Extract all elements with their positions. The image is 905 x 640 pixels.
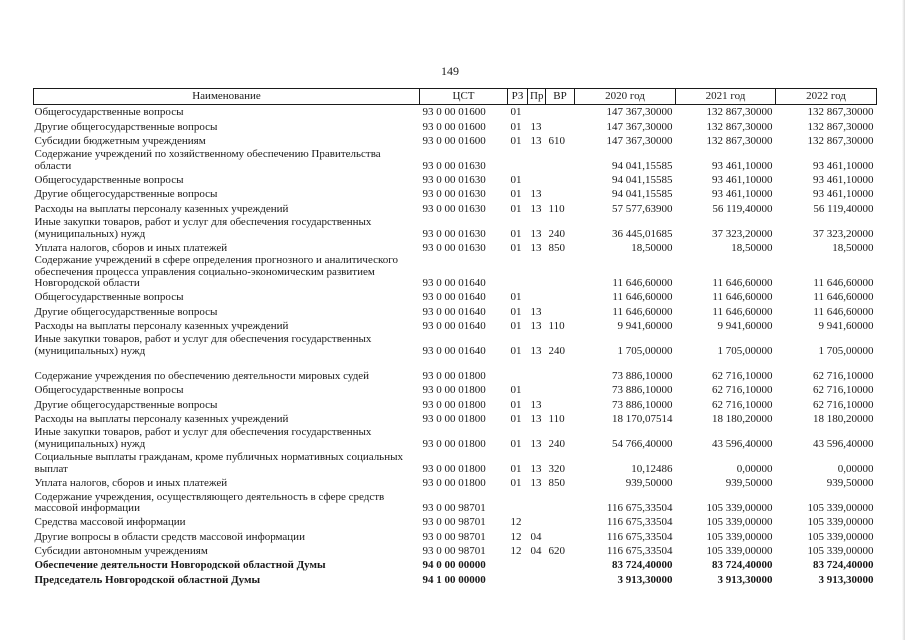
row-2022: 105 339,00000 [807,530,874,543]
row-cst: 93 0 00 01640 [422,291,486,304]
row-2020: 73 886,10000 [612,398,673,411]
row-name: Субсидии автономным учреждениям [34,545,208,558]
table-row [34,255,877,290]
row-2022: 93 461,10000 [813,174,874,187]
row-cst: 93 0 00 01800 [422,369,486,382]
table-row [34,411,877,425]
row-2020: 1 705,00000 [617,344,673,357]
row-cst: 93 0 00 01640 [422,319,486,332]
row-name: Общегосударственные вопросы [34,106,184,119]
row-rz: 01 [510,398,522,411]
row-pr: 04 [530,530,542,543]
row-rz: 01 [510,344,522,357]
row-rz: 01 [510,291,522,304]
row-vr [546,397,575,411]
table-row [34,450,877,475]
row-2022: 0,00000 [837,462,874,475]
table-row [34,172,877,186]
row-name: Уплата налогов, сборов и иных платежей [34,477,228,490]
row-vr [546,105,575,119]
row-2020: 11 646,60000 [612,291,673,304]
row-rz: 01 [510,227,522,240]
row-name: Другие общегосударственные вопросы [34,120,218,133]
row-vr: 620 [548,545,565,558]
row-vr: 610 [548,134,565,147]
header-cst: ЦСТ [420,89,508,105]
row-cst: 93 0 00 01800 [422,477,486,490]
row-pr: 04 [530,545,542,558]
row-2022: 105 339,00000 [807,516,874,529]
row-2020: 147 367,30000 [606,120,673,133]
row-2022: 83 724,40000 [813,559,874,572]
row-cst: 93 0 00 98701 [422,530,486,543]
table-row-bold [34,572,877,586]
row-2020: 73 886,10000 [612,384,673,397]
row-vr: 320 [548,462,565,475]
row-2020: 54 766,40000 [612,437,673,450]
row-2021: 105 339,00000 [706,545,773,558]
row-pr: 13 [530,134,542,147]
row-pr [528,558,546,572]
row-vr [546,529,575,543]
row-2022: 105 339,00000 [807,545,874,558]
table-row-bold [34,558,877,572]
row-2020: 116 675,33504 [606,545,673,558]
row-2020: 9 941,60000 [617,319,673,332]
row-name: Субсидии бюджетным учреждениям [34,134,206,147]
row-name: Содержание учреждения, осуществляющего деятельность в сфере средств массовой информации [34,490,385,515]
row-2021: 83 724,40000 [712,559,773,572]
row-pr: 13 [530,242,542,255]
table-row [34,119,877,133]
row-2022: 132 867,30000 [807,134,874,147]
table-row [34,240,877,254]
row-pr: 13 [530,202,542,215]
row-cst: 93 0 00 01640 [422,305,486,318]
row-vr: 240 [548,227,565,240]
row-pr [528,572,546,586]
row-pr [528,105,546,119]
row-2021: 56 119,40000 [712,202,773,215]
row-vr [546,490,575,515]
table-row [34,147,877,172]
row-rz: 12 [510,545,522,558]
table-row [34,187,877,201]
row-2021: 105 339,00000 [706,530,773,543]
row-rz: 01 [510,462,522,475]
row-2022: 105 339,00000 [807,502,874,515]
row-2022: 62 716,10000 [813,398,874,411]
row-cst: 93 0 00 01600 [422,120,486,133]
row-name: Другие общегосударственные вопросы [34,398,218,411]
row-rz: 01 [510,319,522,332]
row-rz [508,490,528,515]
row-2021: 11 646,60000 [712,305,773,318]
table-row [34,318,877,332]
page-number: 149 [441,64,459,78]
row-rz: 01 [510,174,522,187]
table-row [34,357,877,382]
row-name: Уплата налогов, сборов и иных платежей [34,242,228,255]
row-cst: 93 0 00 01630 [422,174,486,187]
row-pr: 13 [530,398,542,411]
row-vr: 240 [548,437,565,450]
header-rz: РЗ [508,89,528,105]
row-2022: 132 867,30000 [807,106,874,119]
row-rz: 01 [510,384,522,397]
row-2021: 43 596,40000 [712,437,773,450]
row-pr [528,382,546,396]
row-name: Содержание учреждения по обеспечению деятельности мировых судей [34,369,370,382]
row-cst: 93 0 00 01600 [422,106,486,119]
header-vr: ВР [546,89,575,105]
row-vr: 850 [548,242,565,255]
row-2022: 1 705,00000 [818,344,874,357]
row-name: Социальные выплаты гражданам, кроме публичных нормативных социальных выплат [34,451,403,475]
row-vr: 110 [548,412,565,425]
row-vr [546,382,575,396]
row-2021: 62 716,10000 [712,369,773,382]
row-2020: 57 577,63900 [612,202,673,215]
row-2022: 18,50000 [832,242,874,255]
row-vr [546,558,575,572]
row-2021: 132 867,30000 [706,106,773,119]
header-name: Наименование [34,89,420,105]
row-2021: 3 913,30000 [717,573,773,586]
row-pr [528,490,546,515]
row-pr: 13 [530,120,542,133]
row-vr: 850 [548,477,565,490]
row-name: Средства массовой информации [34,516,186,529]
row-cst: 93 0 00 98701 [422,502,486,515]
row-2020: 94 041,15585 [612,188,673,201]
row-name: Иные закупки товаров, работ и услуг для обеспечения государственных (муниципальных) нужд [34,333,372,357]
row-2022: 37 323,20000 [813,227,874,240]
row-pr [528,290,546,304]
row-2021: 1 705,00000 [717,344,773,357]
row-cst: 93 0 00 01640 [422,344,486,357]
row-2021: 62 716,10000 [712,384,773,397]
row-rz: 01 [510,134,522,147]
row-cst: 93 0 00 98701 [422,545,486,558]
row-2020: 18,50000 [631,242,673,255]
row-2021: 105 339,00000 [706,502,773,515]
row-2022: 939,50000 [826,477,874,490]
row-name: Расходы на выплаты персоналу казенных учреждений [34,412,289,425]
row-vr [546,172,575,186]
table-row [34,515,877,529]
table-row [34,105,877,119]
row-2020: 116 675,33504 [606,530,673,543]
row-name: Другие общегосударственные вопросы [34,188,218,201]
row-2021: 11 646,60000 [712,291,773,304]
row-2021: 132 867,30000 [706,134,773,147]
row-2022: 93 461,10000 [813,159,874,172]
row-cst: 93 0 00 01630 [422,227,486,240]
row-vr [546,187,575,201]
row-cst: 93 0 00 01640 [422,277,486,290]
row-2021: 62 716,10000 [712,398,773,411]
row-2022: 11 646,60000 [813,291,874,304]
header-2022: 2022 год [776,89,877,105]
row-rz: 01 [510,412,522,425]
row-cst: 93 0 00 01630 [422,202,486,215]
row-2020: 36 445,01685 [612,227,673,240]
row-name: Расходы на выплаты персоналу казенных учреждений [34,319,289,332]
row-2022: 62 716,10000 [813,369,874,382]
row-pr [528,515,546,529]
row-pr [528,147,546,172]
row-rz [508,572,528,586]
table-row [34,201,877,215]
row-pr [528,357,546,382]
row-2021: 132 867,30000 [706,120,773,133]
row-cst: 93 0 00 01800 [422,384,486,397]
row-2022: 3 913,30000 [818,573,874,586]
row-2020: 94 041,15585 [612,159,673,172]
row-cst: 93 0 00 01600 [422,134,486,147]
table-row [34,332,877,357]
row-name: Содержание учреждений по хозяйственному обеспечению Правительства области [34,148,381,172]
row-2021: 93 461,10000 [712,159,773,172]
row-2020: 94 041,15585 [612,174,673,187]
row-rz [508,558,528,572]
budget-table [33,88,877,586]
row-name: Другие общегосударственные вопросы [34,305,218,318]
table-row [34,215,877,240]
row-cst: 94 1 00 00000 [422,573,486,586]
table-row [34,382,877,396]
row-2022: 11 646,60000 [813,305,874,318]
row-vr: 110 [548,319,565,332]
row-pr: 13 [530,344,542,357]
row-name: Содержание учреждений в сфере определения прогнозного и аналитического обеспечения процесса управления социально-экономическим развитием Новгородской области [34,254,399,290]
row-rz: 01 [510,120,522,133]
row-rz: 01 [510,242,522,255]
table-row [34,425,877,450]
row-pr: 13 [530,305,542,318]
table-row [34,490,877,515]
row-cst: 93 0 00 01630 [422,242,486,255]
row-name: Иные закупки товаров, работ и услуг для обеспечения государственных (муниципальных) нужд [34,216,372,240]
row-vr [546,304,575,318]
row-pr: 13 [530,437,542,450]
row-cst: 93 0 00 01800 [422,462,486,475]
row-name: Общегосударственные вопросы [34,384,184,397]
row-vr: 240 [548,344,565,357]
row-name: Иные закупки товаров, работ и услуг для обеспечения государственных (муниципальных) нужд [34,426,372,450]
row-pr: 13 [530,477,542,490]
row-2022: 56 119,40000 [813,202,874,215]
row-pr: 13 [530,412,542,425]
row-rz: 01 [510,437,522,450]
row-2021: 0,00000 [736,462,773,475]
row-2022: 132 867,30000 [807,120,874,133]
row-name: Общегосударственные вопросы [34,291,184,304]
row-vr [546,357,575,382]
row-2021: 93 461,10000 [712,174,773,187]
row-cst: 93 0 00 01630 [422,159,486,172]
row-2020: 3 913,30000 [617,573,673,586]
row-name: Расходы на выплаты персоналу казенных учреждений [34,202,289,215]
row-2020: 11 646,60000 [612,305,673,318]
row-2021: 93 461,10000 [712,188,773,201]
row-rz [508,147,528,172]
row-2022: 62 716,10000 [813,384,874,397]
row-2021: 18,50000 [731,242,773,255]
row-name: Общегосударственные вопросы [34,174,184,187]
table-row [34,543,877,557]
row-rz: 01 [510,477,522,490]
row-2021: 37 323,20000 [712,227,773,240]
header-2020: 2020 год [575,89,676,105]
row-2020: 116 675,33504 [606,516,673,529]
row-rz: 01 [510,188,522,201]
row-rz: 12 [510,530,522,543]
table-row [34,133,877,147]
row-2022: 93 461,10000 [813,188,874,201]
row-2020: 147 367,30000 [606,106,673,119]
row-2020: 116 675,33504 [606,502,673,515]
row-rz [508,255,528,290]
row-pr [528,255,546,290]
row-pr: 13 [530,188,542,201]
header-2021: 2021 год [676,89,776,105]
row-vr: 110 [548,202,565,215]
row-pr: 13 [530,319,542,332]
row-2022: 11 646,60000 [813,277,874,290]
row-2022: 9 941,60000 [818,319,874,332]
row-rz: 12 [510,516,522,529]
row-rz [508,357,528,382]
table-row [34,475,877,489]
row-2022: 43 596,40000 [813,437,874,450]
row-2020: 11 646,60000 [612,277,673,290]
row-name: Председатель Новгородской областной Думы [34,573,261,586]
row-rz: 01 [510,202,522,215]
row-2021: 939,50000 [725,477,773,490]
row-vr [546,255,575,290]
row-2020: 18 170,07514 [612,412,673,425]
table-row [34,397,877,411]
row-rz: 01 [510,106,522,119]
row-name: Другие вопросы в области средств массовой информации [34,530,305,543]
row-2021: 105 339,00000 [706,516,773,529]
table-row [34,529,877,543]
row-vr [546,290,575,304]
row-2020: 83 724,40000 [612,559,673,572]
row-cst: 93 0 00 98701 [422,516,486,529]
table-row [34,290,877,304]
table-header-row [34,89,877,105]
row-name: Обеспечение деятельности Новгородской областной Думы [34,559,326,572]
row-cst: 93 0 00 01800 [422,398,486,411]
row-2020: 147 367,30000 [606,134,673,147]
row-2022: 18 180,20000 [813,412,874,425]
row-pr: 13 [530,462,542,475]
row-vr [546,572,575,586]
row-cst: 93 0 00 01630 [422,188,486,201]
row-pr [528,172,546,186]
table-row [34,304,877,318]
row-2020: 10,12486 [631,462,673,475]
row-vr [546,119,575,133]
row-vr [546,147,575,172]
row-2021: 18 180,20000 [712,412,773,425]
row-2020: 939,50000 [625,477,673,490]
row-2021: 9 941,60000 [717,319,773,332]
row-cst: 93 0 00 01800 [422,412,486,425]
header-pr: Пр [528,89,546,105]
row-pr: 13 [530,227,542,240]
row-2021: 11 646,60000 [712,277,773,290]
row-rz: 01 [510,305,522,318]
row-vr [546,515,575,529]
row-2020: 73 886,10000 [612,369,673,382]
row-cst: 93 0 00 01800 [422,437,486,450]
row-cst: 94 0 00 00000 [422,559,486,572]
